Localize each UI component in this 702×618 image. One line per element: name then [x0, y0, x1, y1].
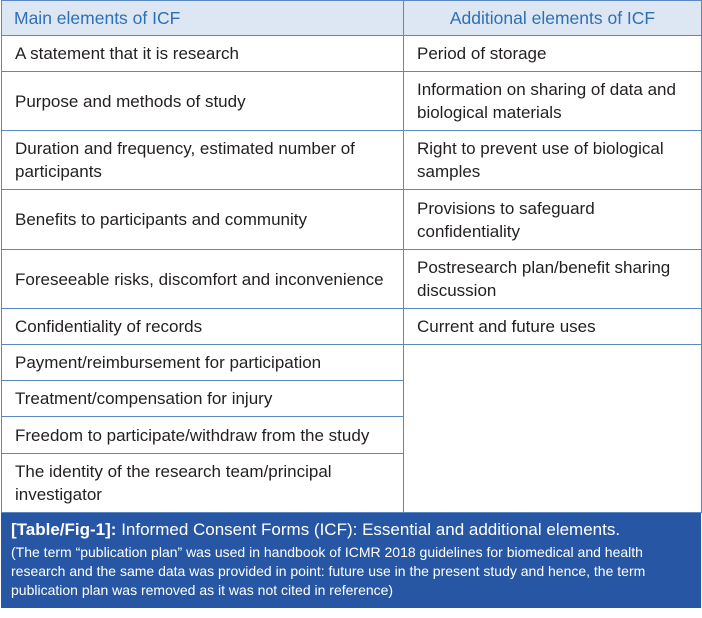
table-row — [2, 72, 702, 131]
additional-element-cell: Information on sharing of data and biological materials — [404, 72, 702, 131]
table-row — [2, 131, 702, 190]
main-element-cell: Foreseeable risks, discomfort and inconvenience — [2, 250, 404, 309]
additional-element-cell: Right to prevent use of biological samples — [404, 131, 702, 190]
table-row — [2, 36, 702, 72]
figure — [1, 0, 701, 608]
caption-note: (The term “publication plan” was used in handbook of ICMR 2018 guidelines for biomedical and health research and the same data was provided in point: future use in the present study and hence, the term publication plan was removed as it was not cited in reference) — [11, 544, 646, 598]
additional-element-cell: Provisions to safeguard confidentiality — [404, 190, 702, 250]
table-row — [2, 309, 702, 345]
table-row — [2, 250, 702, 309]
main-element-cell: Payment/reimbursement for participation — [2, 345, 404, 381]
main-element-cell: A statement that it is research — [2, 36, 404, 72]
caption-title-line — [11, 519, 691, 541]
table-header-row — [2, 1, 702, 36]
main-element-cell: Purpose and methods of study — [2, 72, 404, 131]
additional-element-cell: Period of storage — [404, 36, 702, 72]
table-row — [2, 345, 702, 381]
main-element-cell: Duration and frequency, estimated number of participants — [2, 131, 404, 190]
table-row — [2, 190, 702, 250]
empty-additional-cell — [404, 345, 702, 513]
caption-title: Informed Consent Forms (ICF): Essential and additional elements. — [121, 520, 621, 539]
main-element-cell: Freedom to participate/withdraw from the study — [2, 417, 404, 454]
main-element-cell: Benefits to participants and community — [2, 190, 404, 250]
icf-elements-table — [1, 0, 702, 513]
header-main-elements: Main elements of ICF — [2, 1, 404, 36]
header-additional-elements: Additional elements of ICF — [404, 1, 702, 36]
additional-element-cell: Postresearch plan/benefit sharing discussion — [404, 250, 702, 309]
figure-caption — [1, 513, 701, 608]
main-element-cell: Confidentiality of records — [2, 309, 404, 345]
caption-label: [Table/Fig-1]: — [11, 520, 117, 539]
main-element-cell: The identity of the research team/principal investigator — [2, 454, 404, 513]
main-element-cell: Treatment/compensation for injury — [2, 381, 404, 417]
additional-element-cell: Current and future uses — [404, 309, 702, 345]
